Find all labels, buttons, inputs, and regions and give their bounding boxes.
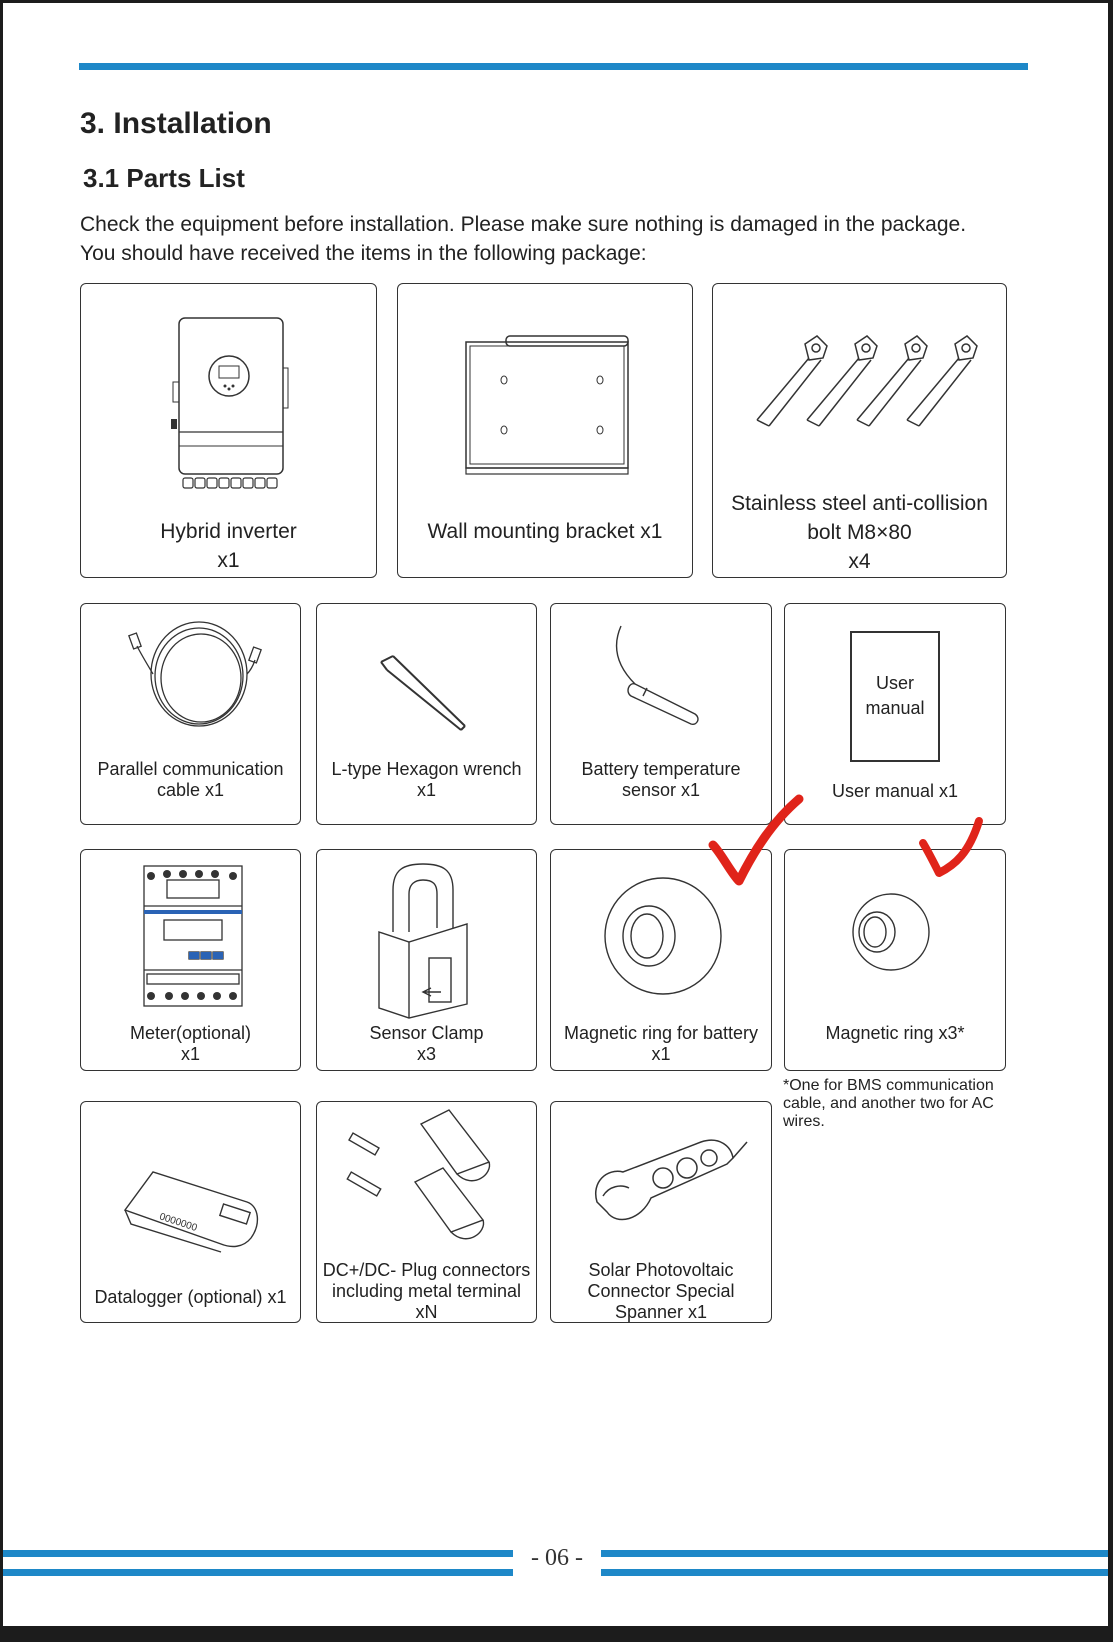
part-label: Parallel communication cable x1	[97, 759, 284, 800]
part-label: Hybrid inverter x1	[160, 520, 297, 572]
user-manual-book-icon	[850, 631, 940, 762]
magnetic-ring-footnote: *One for BMS communication cable, and another two for AC wires.	[783, 1077, 994, 1130]
page-number: - 06 -	[513, 1540, 601, 1576]
part-parallel-cable	[80, 603, 301, 825]
part-label: Meter(optional) x1	[129, 1023, 252, 1064]
part-label: Wall mounting bracket x1	[427, 520, 663, 543]
part-label: Battery temperature sensor x1	[581, 759, 741, 800]
part-dc-connectors	[316, 1101, 537, 1323]
intro-text: Check the equipment before installation. Please make sure nothing is damaged in the package. You should have received the items in the following package:	[80, 213, 967, 265]
part-label: Datalogger (optional) x1	[94, 1287, 287, 1307]
manual-cover-text: User manual	[865, 673, 925, 718]
header-rule	[79, 63, 1028, 70]
section-title: 3. Installation	[80, 107, 272, 140]
part-label: L-type Hexagon wrench x1	[331, 759, 522, 800]
part-label: Magnetic ring x3*	[825, 1023, 965, 1043]
part-label: Solar Photovoltaic Connector Special Spanner x1	[587, 1260, 735, 1322]
part-label: Stainless steel anti-collision bolt M8×80 x4	[731, 492, 988, 573]
part-sensor-clamp	[316, 849, 537, 1071]
svg-text:0000000: 0000000	[157, 1211, 199, 1234]
part-hex-wrench	[316, 603, 537, 825]
part-label: DC+/DC- Plug connectors including metal terminal xN	[322, 1260, 531, 1322]
part-user-manual	[784, 603, 1006, 825]
part-pv-spanner	[550, 1101, 772, 1323]
part-meter	[80, 849, 301, 1071]
red-checkmark-icon	[703, 793, 813, 903]
part-label: User manual x1	[831, 781, 959, 801]
part-hybrid-inverter	[80, 283, 377, 578]
part-datalogger	[80, 1101, 301, 1323]
part-label: Sensor Clamp x3	[369, 1023, 484, 1064]
red-checkmark-icon	[917, 813, 1007, 903]
subsection-title: 3.1 Parts List	[83, 163, 245, 193]
part-label: Magnetic ring for battery x1	[563, 1023, 759, 1064]
part-bolt	[712, 283, 1007, 578]
manual-page	[3, 3, 1108, 1626]
part-wall-bracket	[397, 283, 693, 578]
part-temp-sensor	[550, 603, 772, 825]
